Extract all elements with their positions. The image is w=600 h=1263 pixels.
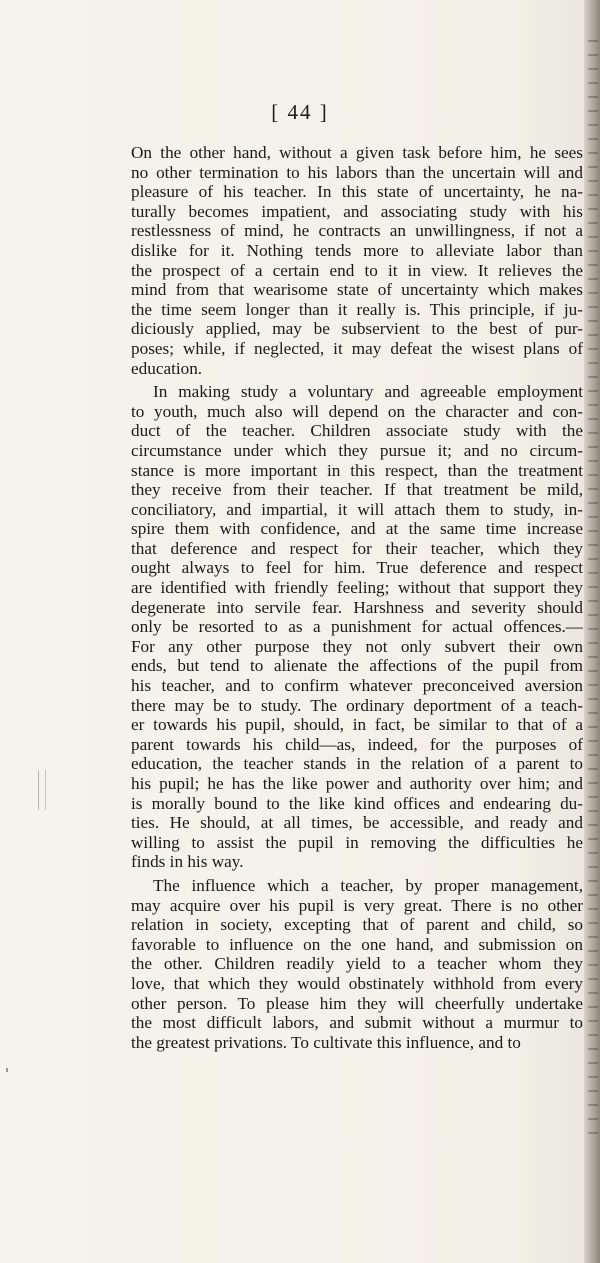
text-line: may acquire over his pupil is very great. There is no other (131, 895, 583, 915)
text-line: his pupil; he has the like power and authority over him; and (131, 774, 583, 793)
text-line: to youth, much also will depend on the character and con- (131, 401, 583, 421)
text-line: degenerate into servile fear. Harshness and severity should (131, 597, 583, 617)
margin-dot (6, 1068, 8, 1072)
text-line: On the other hand, without a given task before him, he sees (131, 143, 583, 162)
text-line: ties. He should, at all times, be accessible, and ready and (131, 813, 583, 833)
text-line: are identified with friendly feeling; without that support they (131, 578, 583, 598)
text-line: turally becomes impatient, and associating study with his (131, 201, 583, 221)
paragraph (131, 143, 583, 378)
text-line: mind from that wearisome state of uncertainty which makes (131, 280, 583, 300)
text-line: love, that which they would obstinately withhold from every (131, 973, 583, 993)
margin-marks (38, 770, 46, 810)
text-line: the time seem longer than it really is. This principle, if ju- (131, 299, 583, 319)
text-line: diciously applied, may be subservient to the best of pur- (131, 319, 583, 339)
text-line: the other. Children readily yield to a teacher whom they (131, 954, 583, 974)
text-line: only be resorted to as a punishment for actual offences.— (131, 617, 583, 637)
text-line: is morally bound to the like kind offices and endearing du- (131, 793, 583, 813)
text-line: that deference and respect for their teacher, which they (131, 538, 583, 558)
text-line: duct of the teacher. Children associate study with the (131, 421, 583, 441)
text-line: stance is more important in this respect, than the treatment (131, 460, 583, 480)
text-line: circumstance under which they pursue it; and no circum- (131, 440, 583, 460)
text-line: his teacher, and to confirm whatever preconceived aversion (131, 676, 583, 696)
text-line: poses; while, if neglected, it may defeat the wisest plans of (131, 338, 583, 358)
text-line: education. (131, 358, 203, 378)
text-line: restlessness of mind, he contracts an unwillingness, if not a (131, 221, 583, 241)
text-line: conciliatory, and impartial, it will attach them to study, in- (131, 499, 583, 519)
text-line: the greatest privations. To cultivate this influence, and to (131, 1032, 521, 1052)
text-line: spire them with confidence, and at the same time increase (131, 519, 583, 539)
text-line: favorable to influence on the one hand, and submission on (131, 934, 583, 954)
page-number: [ 44 ] (271, 100, 329, 124)
text-line: the prospect of a certain end to it in view. It relieves the (131, 260, 583, 280)
text-line: they receive from their teacher. If that treatment be mild, (131, 480, 583, 500)
text-line: er towards his pupil, should, in fact, be similar to that of a (131, 715, 583, 735)
text-line: In making study a voluntary and agreeable employment (153, 382, 583, 402)
text-line: parent towards his child—as, indeed, for the purposes of (131, 734, 583, 754)
text-line: ought always to feel for him. True deference and respect (131, 558, 583, 578)
text-line: dislike for it. Nothing tends more to alleviate labor than (131, 240, 583, 260)
text-line: For any other purpose they not only subvert their own (131, 636, 583, 656)
text-line: finds in his way. (131, 852, 244, 872)
paragraph (131, 876, 583, 1052)
text-line: other person. To please him they will cheerfully undertake (131, 993, 583, 1013)
edge-marks (588, 40, 598, 1140)
text-line: willing to assist the pupil in removing the difficulties he (131, 832, 583, 852)
text-line: no other termination to his labors than the uncertain will and (131, 162, 583, 182)
text-line: pleasure of his teacher. In this state of uncertainty, he na- (131, 182, 583, 202)
text-line: education, the teacher stands in the relation of a parent to (131, 754, 583, 774)
body-text (131, 143, 583, 1052)
text-line: there may be to study. The ordinary deportment of a teach- (131, 695, 583, 715)
text-line: The influence which a teacher, by proper management, (153, 875, 583, 895)
text-line: the most difficult labors, and submit without a murmur to (131, 1013, 583, 1033)
text-line: relation in society, excepting that of parent and child, so (131, 915, 583, 935)
text-line: ends, but tend to alienate the affections of the pupil from (131, 656, 583, 676)
page-binding-edge (584, 0, 600, 1263)
paragraph (131, 382, 583, 872)
